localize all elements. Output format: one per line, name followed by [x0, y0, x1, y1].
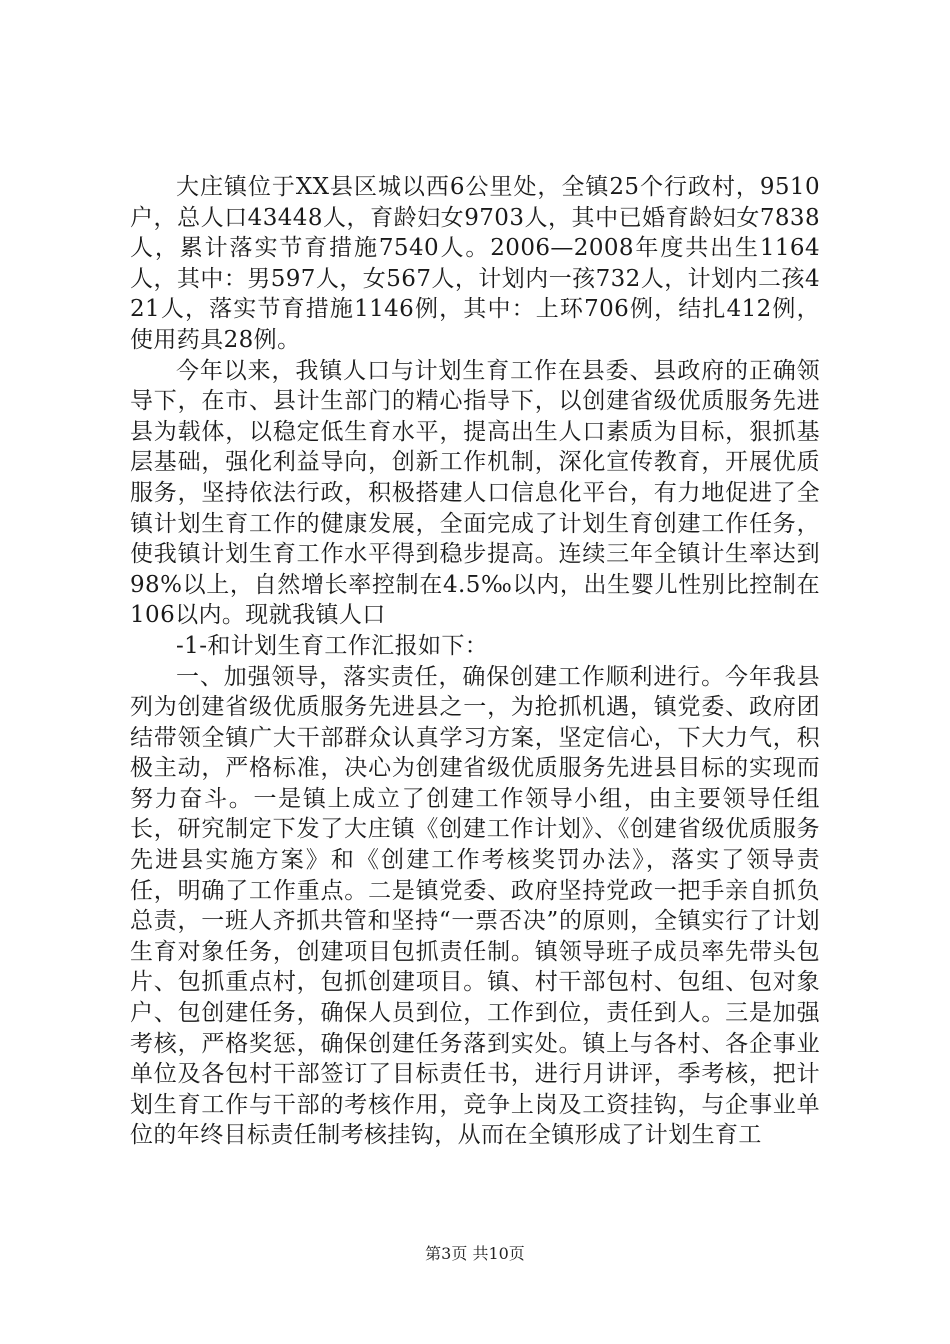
paragraph-town-overview: 大庄镇位于XX县区城以西6公里处，全镇25个行政村，9510户，总人口43448人，育龄妇女9703人，其中已婚育龄妇女7838人，累计落实节育措施7540人。2006—2008年度共出生1164人，其中：男597人，女567人，计划内一孩732人，计划内二孩421人，落实节育措施1146例，其中：上环706例，结扎412例，使用药具28例。 [130, 174, 820, 353]
page-footer: 第3页 共10页 [425, 1244, 525, 1263]
document-body [130, 172, 820, 1151]
paragraph-section-one: 一、加强领导，落实责任，确保创建工作顺利进行。今年我县列为创建省级优质服务先进县之一，为抢抓机遇，镇党委、政府团结带领全镇广大干部群众认真学习方案，坚定信心，下大力气，积极主动，严格标准，决心为创建省级优质服务先进县目标的实现而努力奋斗。一是镇上成立了创建工作领导小组，由主要领导任组长，研究制定下发了大庄镇《创建工作计划》、《创建省级优质服务先进县实施方案》和《创建工作考核奖罚办法》，落实了领导责任，明确了工作重点。二是镇党委、政府坚持党政一把手亲自抓负总责，一班人齐抓共管和坚持“一票否决”的原则，全镇实行了计划生育对象任务，创建项目包抓责任制。镇领导班子成员率先带头包片、包抓重点村，包抓创建项目。镇、村干部包村、包组、包对象户、包创建任务，确保人员到位，工作到位，责任到人。三是加强考核，严格奖惩，确保创建任务落到实处。镇上与各村、各企事业单位及各包村干部签订了目标责任书，进行月讲评，季考核，把计划生育工作与干部的考核作用，竞争上岗及工资挂钩，与企事业单位的年终目标责任制考核挂钩，从而在全镇形成了计划生育工 [130, 663, 820, 1149]
paragraph-report-intro: -1-和计划生育工作汇报如下： [176, 632, 489, 659]
paragraph-work-summary: 今年以来，我镇人口与计划生育工作在县委、县政府的正确领导下，在市、县计生部门的精心指导下，以创建省级优质服务先进县为载体，以稳定低生育水平，提高出生人口素质为目标，狠抓基层基础，强化利益导向，创新工作机制，深化宣传教育，开展优质服务，坚持依法行政，积极搭建人口信息化平台，有力地促进了全镇计划生育工作的健康发展，全面完成了计划生育创建工作任务，使我镇计划生育工作水平得到稳步提高。连续三年全镇计生率达到98%以上，自然增长率控制在4.5‰以内，出生婴儿性别比控制在106以内。现就我镇人口 [130, 357, 820, 629]
